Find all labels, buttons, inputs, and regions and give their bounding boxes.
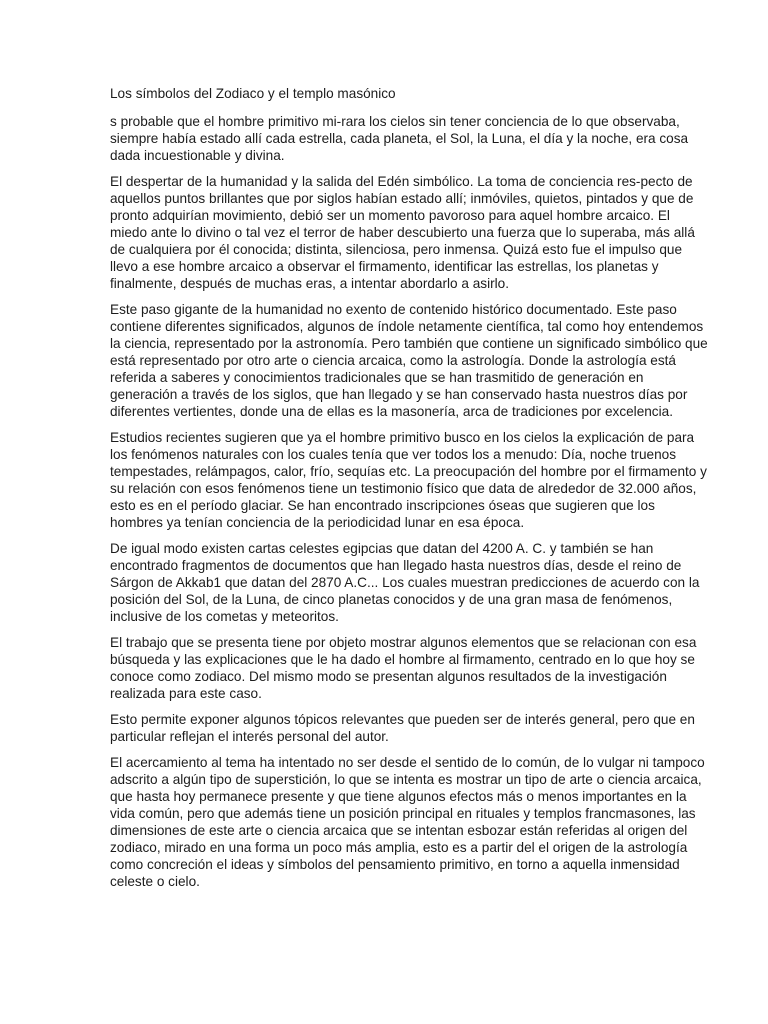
paragraph-5: De igual modo existen cartas celestes egipcias que datan del 4200 A. C. y también se han encontrado fragmentos de documentos que han llegado hasta nuestros días, desde el reino de Sárgon de Akkab1 que datan del 2870 A.C... Los cuales muestran predicciones de acuerdo con la posición del Sol, de la Luna, de cinco planetas conocidos y de una gran masa de fenómenos, inclusive de los cometas y meteoritos. xyxy=(110,541,700,624)
paragraph-7: Esto permite exponer algunos tópicos relevantes que pueden ser de interés general, pero que en particular reflejan el interés personal del autor. xyxy=(110,712,695,744)
paragraph-8: El acercamiento al tema ha intentado no ser desde el sentido de lo común, de lo vulgar ni tampoco adscrito a algún tipo de superstición, lo que se intenta es mostrar un tipo de arte o ciencia arcaica, que hasta hoy permanece presente y que tiene algunos efectos más o menos importantes en la vida común, pero que además tiene un posición principal en rituales y templos francmasones, las dimensiones de este arte o ciencia arcaica que se intentan esbozar están referidas al origen del zodiaco, mirado en una forma un poco más amplia, esto es a partir del el origen de la astrología como concreción el ideas y símbolos del pensamiento primitivo, en torno a aquella inmensidad celeste o cielo. xyxy=(110,755,705,889)
paragraph-2: El despertar de la humanidad y la salida del Edén simbólico. La toma de conciencia res-pecto de aquellos puntos brillantes que por siglos habían estado allí; inmóviles, quietos, pintados y que de pronto adquirían movimiento, debió ser un momento pavoroso para aquel hombre arcaico. El miedo ante lo divino o tal vez el terror de haber descubierto una fuerza que lo superaba, más allá de cualquiera por él conocida; distinta, silenciosa, pero inmensa. Quizá esto fue el impulso que llevo a ese hombre arcaico a observar el firmamento, identificar las estrellas, los planetas y finalmente, después de muchas eras, a intentar abordarlo a asirlo. xyxy=(110,174,695,291)
paragraph-3: Este paso gigante de la humanidad no exento de contenido histórico documentado. Este paso contiene diferentes significados, algunos de índole netamente científica, tal como hoy entendemos la ciencia, representado por la astronomía. Pero también que contiene un significado simbólico que está representado por otro arte o ciencia arcaica, como la astrología. Donde la astrología está referida a saberes y conocimientos tradicionales que se han trasmitido de generación en generación a través de los siglos, que han llegado y se han conservado hasta nuestros días por diferentes vertientes, donde una de ellas es la masonería, arca de tradiciones por excelencia. xyxy=(110,302,708,419)
paragraph-6: El trabajo que se presenta tiene por objeto mostrar algunos elementos que se relacionan con esa búsqueda y las explicaciones que le ha dado el hombre al firmamento, centrado en lo que hoy se conoce como zodiaco. Del mismo modo se presentan algunos resultados de la investigación realizada para este caso. xyxy=(110,635,697,701)
document-body xyxy=(110,85,710,899)
paragraph-4: Estudios recientes sugieren que ya el hombre primitivo busco en los cielos la explicación de para los fenómenos naturales con los cuales tenía que ver todos los a menudo: Día, noche truenos tempestades, relámpagos, calor, frío, sequías etc. La preocupación del hombre por el firmamento y su relación con esos fenómenos tiene un testimonio físico que data de alrededor de 32.000 años, esto es en el período glaciar. Se han encontrado inscripciones óseas que sugieren que los hombres ya tenían conciencia de la periodicidad lunar en esa época. xyxy=(110,430,707,530)
document-title: Los símbolos del Zodiaco y el templo masónico xyxy=(110,86,396,101)
paragraph-1: s probable que el hombre primitivo mi-rara los cielos sin tener conciencia de lo que observaba, siempre había estado allí cada estrella, cada planeta, el Sol, la Luna, el día y la noche, era cosa dada incuestionable y divina. xyxy=(110,114,689,163)
